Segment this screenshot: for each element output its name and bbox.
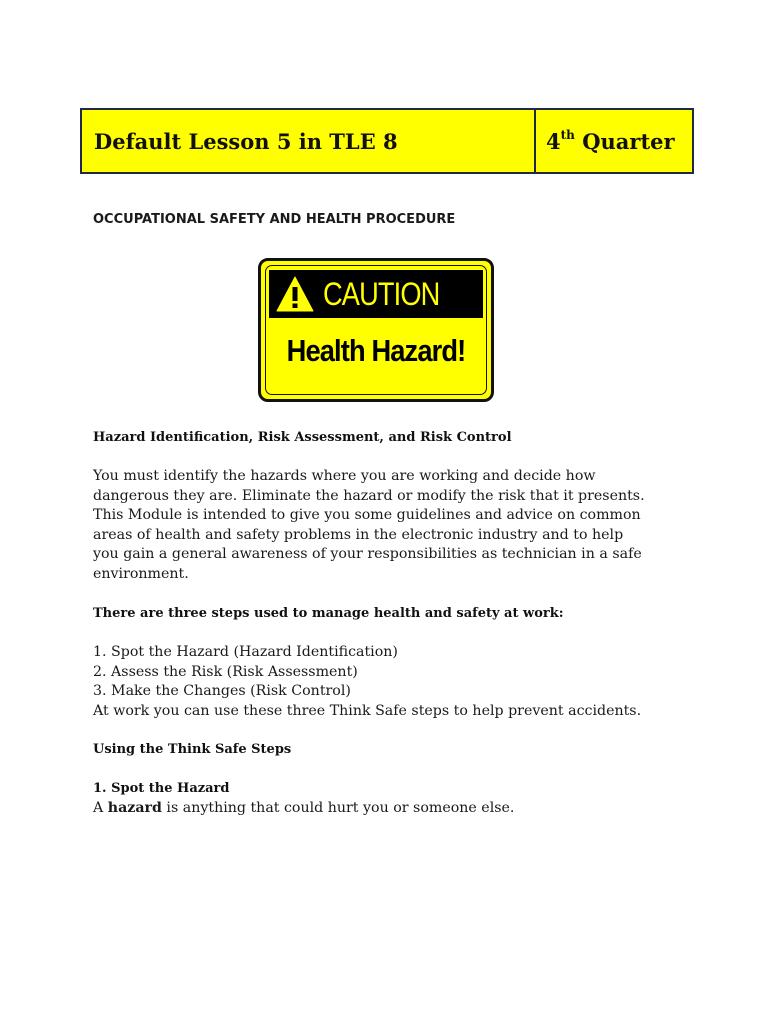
caution-caption: CAUTION bbox=[323, 275, 440, 312]
steps-note: At work you can use these three Think Safe steps to help prevent accidents. bbox=[93, 702, 642, 719]
quarter-word: Quarter bbox=[582, 128, 675, 154]
lesson-title: Default Lesson 5 in TLE 8 bbox=[94, 128, 398, 154]
intro-line: environment. bbox=[93, 565, 189, 582]
quarter-label bbox=[546, 129, 675, 154]
three-steps-heading: There are three steps used to manage health and safety at work: bbox=[93, 606, 564, 621]
intro-line: You must identify the hazards where you are working and decide how bbox=[93, 468, 596, 484]
steps-list bbox=[93, 643, 693, 721]
step-item: 3. Make the Changes (Risk Control) bbox=[93, 683, 351, 700]
health-hazard-text: Health Hazard! bbox=[286, 333, 466, 368]
think-safe-heading: Using the Think Safe Steps bbox=[93, 742, 292, 757]
spot-hazard-heading: 1. Spot the Hazard bbox=[93, 781, 230, 796]
section-heading: OCCUPATIONAL SAFETY AND HEALTH PROCEDURE bbox=[93, 212, 456, 227]
lesson-title-cell bbox=[82, 110, 536, 172]
hazard-identification-heading: Hazard Identification, Risk Assessment, and Risk Control bbox=[93, 430, 512, 445]
quarter-number: 4 bbox=[546, 128, 561, 154]
lesson-header-table bbox=[80, 108, 694, 174]
warning-triangle-icon bbox=[275, 275, 315, 313]
definition-rest: is anything that could hurt you or someone else. bbox=[161, 800, 515, 816]
intro-line: This Module is intended to give you some guidelines and advice on common bbox=[93, 507, 641, 524]
step-item: 1. Spot the Hazard (Hazard Identification) bbox=[93, 644, 398, 660]
quarter-suffix: th bbox=[560, 127, 575, 142]
intro-line: areas of health and safety problems in the electronic industry and to help bbox=[93, 526, 624, 543]
hazard-definition bbox=[93, 799, 693, 819]
intro-line: you gain a general awareness of your responsibilities as technician in a safe bbox=[93, 546, 642, 563]
quarter-cell bbox=[536, 110, 692, 172]
hazard-term: hazard bbox=[107, 800, 162, 816]
intro-paragraph bbox=[93, 467, 693, 585]
intro-line: dangerous they are. Eliminate the hazard or modify the risk that it presents. bbox=[93, 487, 645, 504]
caution-banner bbox=[269, 270, 483, 318]
step-item: 2. Assess the Risk (Risk Assessment) bbox=[93, 663, 358, 680]
caution-sign bbox=[258, 258, 494, 402]
definition-prefix: A bbox=[93, 800, 108, 816]
hazard-definition-line bbox=[93, 799, 693, 819]
